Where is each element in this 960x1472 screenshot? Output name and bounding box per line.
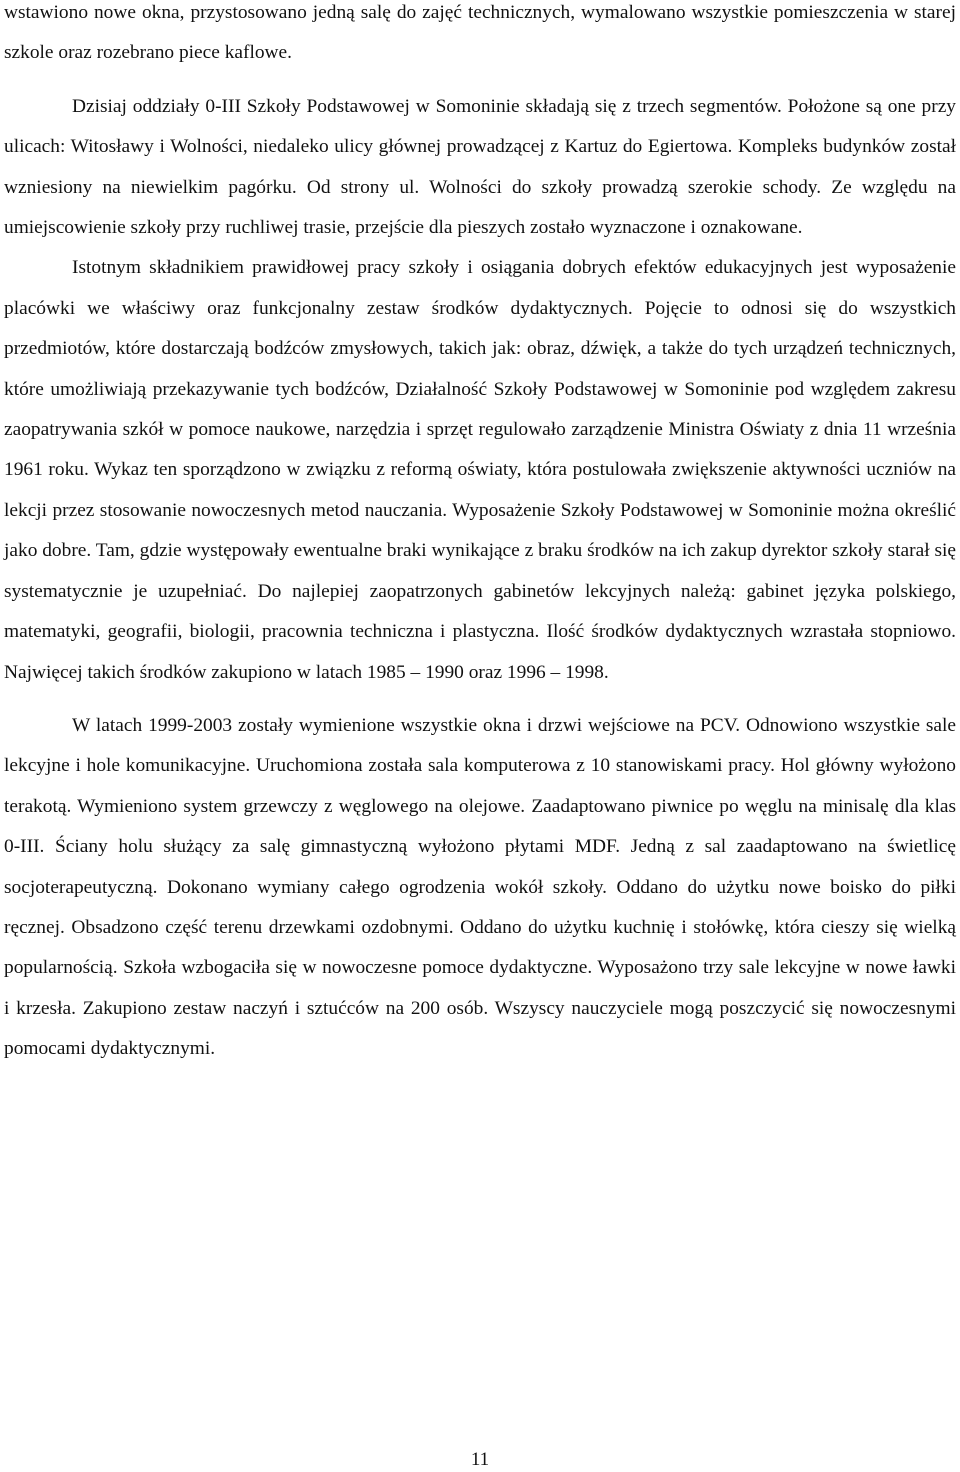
paragraph-teaching-aids: Istotnym składnikiem prawidłowej pracy szkoły i osiągania dobrych efektów edukacyjnych jest wyposażenie placówki we właściwy oraz funkcjonalny zestaw środków dydaktycznych. Pojęcie to odnosi się do wszystkich przedmiotów, które dostarczają bodźców zmysłowych, takich jak: obraz, dźwięk, a także do tych urządzeń technicznych, które umożliwiają przekazywanie tych bodźców, Działalność Szkoły Podstawowej w Somoninie pod względem zakresu zaopatrywania szkół w pomoce naukowe, narzędzia i sprzęt regulowało zarządzenie Ministra Oświaty z dnia 11 września 1961 roku. Wykaz ten sporządzono w związku z reformą oświaty, która postulowała zwiększenie aktywności uczniów na lekcji przez stosowanie nowoczesnych metod nauczania. Wyposażenie Szkoły Podstawowej w Somoninie można określić jako dobre. Tam, gdzie występowały ewentualne braki wynikające z braku środków na ich zakup dyrektor szkoły starał się systematycznie je uzupełniać. Do najlepiej zaopatrzonych gabinetów lekcyjnych należą: gabinet języka polskiego, matematyki, geografii, biologii, pracownia techniczna i plastyczna. Ilość środków dydaktycznych wzrastała stopniowo. Najwięcej takich środków zakupiono w latach 1985 – 1990 oraz 1996 – 1998. (4, 257, 956, 683)
paragraph-school-segments: Dzisiaj oddziały 0-III Szkoły Podstawowej w Somoninie składają się z trzech segmentów. Położone są one przy ulicach: Witosławy i Wolności, niedaleko ulicy głównej prowadzącej z Kartuz do Egiertowa. Kompleks budynków został wzniesiony na niewielkim pagórku. Od strony ul. Wolności do szkoły prowadzą szerokie schody. Ze względu na umiejscowienie szkoły przy ruchliwej trasie, przejście dla pieszych zostało wyznaczone i oznakowane. (4, 95, 956, 239)
document-body (4, 0, 956, 1070)
paragraph-renovations: W latach 1999-2003 zostały wymienione wszystkie okna i drzwi wejściowe na PCV. Odnowiono wszystkie sale lekcyjne i hole komunikacyjne. Uruchomiona została sala komputerowa z 10 stanowiskami pracy. Hol główny wyłożono terakotą. Wymieniono system grzewczy z węglowego na olejowe. Zaadaptowano piwnice po węglu na minisalę dla klas 0-III. Ściany holu służący za salę gimnastyczną wyłożono płytami MDF. Jedną z sal zaadaptowano na świetlicę socjoterapeutyczną. Dokonano wymiany całego ogrodzenia wokół szkoły. Oddano do użytku nowe boisko do piłki ręcznej. Obsadzono część terenu drzewkami ozdobnymi. Oddano do użytku kuchnię i stołówkę, która cieszy się wielką popularnością. Szkoła wzbogaciła się w nowoczesne pomoce dydaktyczne. Wyposażono trzy sale lekcyjne w nowe ławki i krzesła. Zakupiono zestaw naczyń i sztućców na 200 osób. Wszyscy nauczyciele mogą poszczycić się nowoczesnymi pomocami dydaktycznymi. (4, 714, 956, 1060)
paragraph-continuation: wstawiono nowe okna, przystosowano jedną salę do zajęć technicznych, wymalowano wszystkie pomieszczenia w starej szkole oraz rozebrano piece kaflowe. (4, 2, 956, 64)
page-number: 11 (470, 1449, 490, 1470)
